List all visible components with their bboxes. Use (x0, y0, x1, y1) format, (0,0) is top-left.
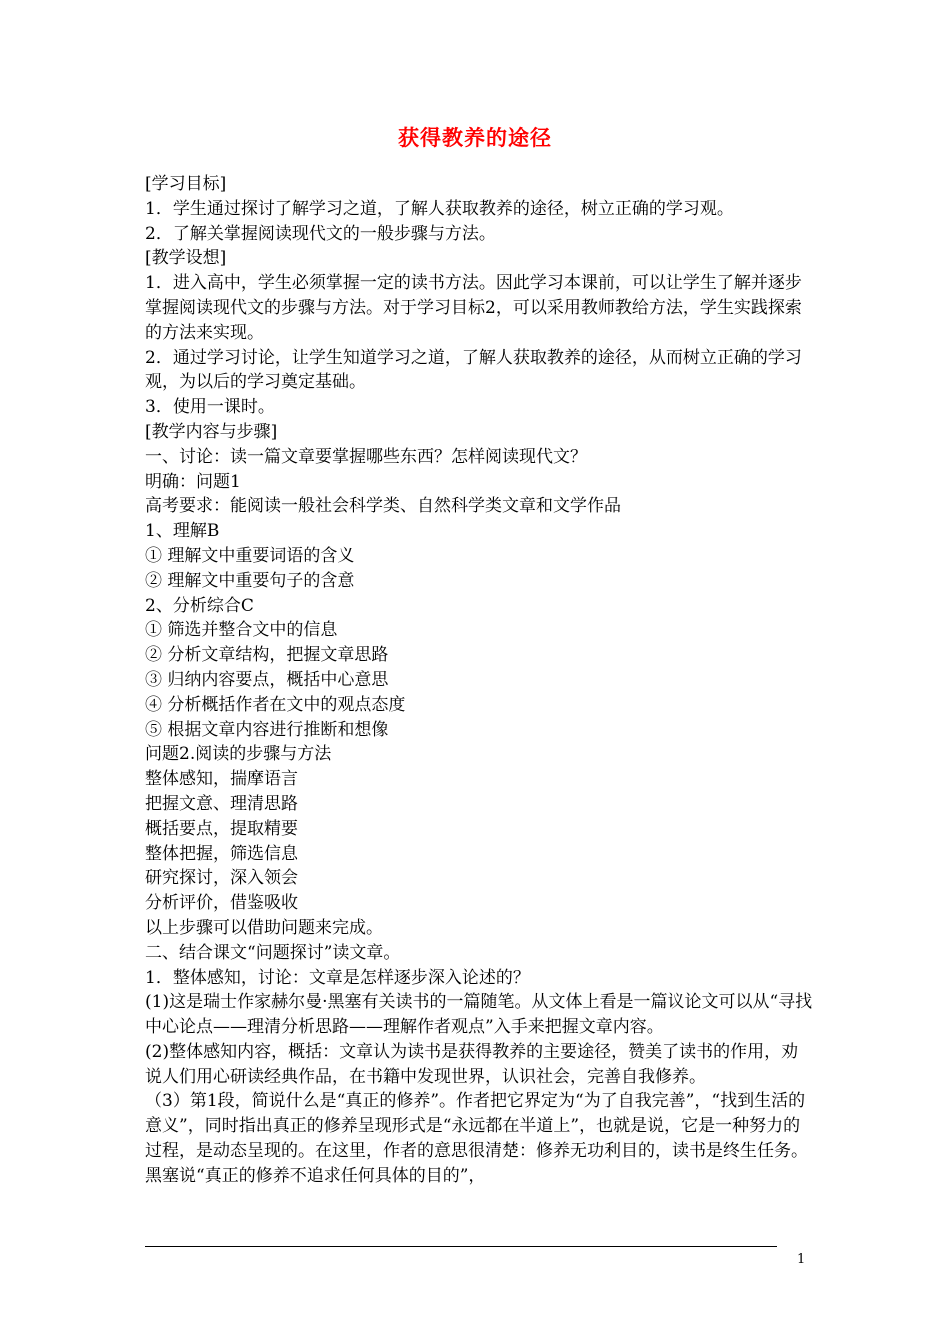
paragraph: (1)这是瑞士作家赫尔曼·黑塞有关读书的一篇随笔。从文体上看是一篇议论文可以从“寻找中心论点——理清分析思路——理解作者观点”入手来把握文章内容。 (145, 992, 813, 1038)
paragraph: ② 理解文中重要句子的含意 (145, 570, 355, 591)
paragraph: 研究探讨，深入领会 (145, 868, 298, 889)
paragraph: 1．整体感知，讨论：文章是怎样逐步深入论述的？ (145, 967, 530, 988)
paragraph: (2)整体感知内容，概括：文章认为读书是获得教养的主要途径，赞美了读书的作用，劝说人们用心研读经典作品，在书籍中发现世界，认识社会，完善自我修养。 (145, 1041, 799, 1087)
page-title: 获得教养的途径 (398, 125, 552, 150)
paragraph: ③ 归纳内容要点，概括中心意思 (145, 669, 389, 690)
paragraph: 问题2.阅读的步骤与方法 (145, 744, 332, 765)
paragraph: 2、分析综合C (145, 595, 254, 616)
paragraph: 3．使用一课时。 (145, 397, 275, 418)
paragraph: 一、讨论：读一篇文章要掌握哪些东西？怎样阅读现代文？ (145, 446, 587, 467)
paragraph: 整体把握，筛选信息 (145, 843, 298, 864)
page-number: 1 (797, 1252, 806, 1267)
paragraph: ① 筛选并整合文中的信息 (145, 620, 338, 641)
paragraph: ② 分析文章结构，把握文章思路 (145, 645, 389, 666)
paragraph: （3）第1段，简说什么是“真正的修养”。作者把它界定为“为了自我完善”，“找到生活的意义”，同时指出真正的修养呈现形式是“永远都在半道上”，也就是说，它是一种努力的过程，是动态呈现的。在这里，作者的意思很清楚：修养无功利目的，读书是终生任务。黑塞说“真正的修养不追求任何具体的目的”， (145, 1091, 808, 1186)
paragraph: 2．通过学习讨论，让学生知道学习之道，了解人获取教养的途径，从而树立正确的学习观，为以后的学习奠定基础。 (145, 347, 802, 393)
paragraph: 把握文意、理清思路 (145, 793, 298, 814)
paragraph: 2．了解关掌握阅读现代文的一般步骤与方法。 (145, 223, 496, 244)
paragraph: ⑤ 根据文章内容进行推断和想像 (145, 719, 389, 740)
paragraph: 以上步骤可以借助问题来完成。 (145, 917, 383, 938)
paragraph: [学习目标] (145, 174, 227, 194)
paragraph: 1．进入高中，学生必须掌握一定的读书方法。因此学习本课前，可以让学生了解并逐步掌握阅读现代文的步骤与方法。对于学习目标2，可以采用教师教给方法，学生实践探索的方法来实现。 (145, 273, 802, 343)
paragraph: 二、结合课文“问题探讨”读文章。 (145, 942, 401, 963)
paragraph: 1．学生通过探讨了解学习之道，了解人获取教养的途径，树立正确的学习观。 (145, 198, 734, 219)
footer-divider (145, 1246, 777, 1247)
paragraph: [教学设想] (145, 248, 227, 269)
paragraph: ① 理解文中重要词语的含义 (145, 545, 355, 566)
paragraph: 高考要求：能阅读一般社会科学类、自然科学类文章和文学作品 (145, 496, 621, 517)
paragraph: [教学内容与步骤] (145, 421, 278, 442)
paragraph: 概括要点，提取精要 (145, 818, 298, 839)
paragraph: 分析评价，借鉴吸收 (145, 893, 298, 914)
paragraph: 1、理解B (145, 521, 220, 542)
paragraph: 整体感知，揣摩语言 (145, 769, 298, 790)
document-body (145, 172, 815, 1189)
paragraph: ④ 分析概括作者在文中的观点态度 (145, 694, 406, 715)
paragraph: 明确：问题1 (145, 471, 241, 492)
